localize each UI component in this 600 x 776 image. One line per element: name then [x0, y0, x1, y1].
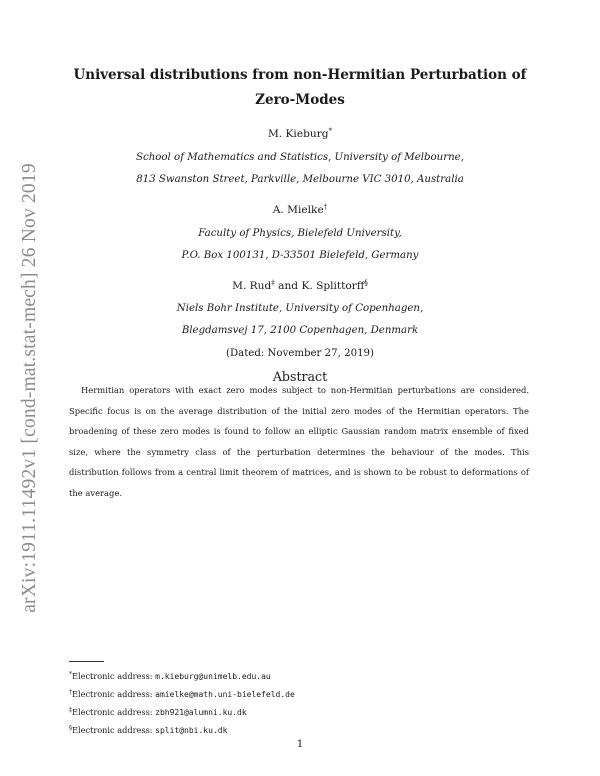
footnote-email-link[interactable]: m.kieburg@unimelb.edu.au	[155, 672, 271, 681]
page-number: 1	[296, 738, 304, 750]
affiliation-3-line-1: Niels Bohr Institute, University of Copenhagen,	[176, 303, 424, 314]
author-mielke	[0, 204, 600, 216]
title-line-1: Universal distributions from non-Hermitian Perturbation of	[73, 67, 527, 83]
arxiv-identifier: arXiv:1911.11492v1 [cond-mat.stat-mech] 26 Nov 2019	[19, 163, 40, 613]
affiliation-2-line-2: P.O. Box 100131, D-33501 Bielefeld, Germany	[181, 250, 419, 261]
dated-line: (Dated: November 27, 2019)	[225, 348, 375, 359]
abstract-heading: Abstract	[272, 369, 328, 384]
affiliation-1-line-2: 813 Swanston Street, Parkville, Melbourne VIC 3010, Australia	[136, 174, 464, 185]
footnote-mark: ‡	[69, 707, 72, 715]
affiliation-1-line-1: School of Mathematics and Statistics, University of Melbourne,	[136, 152, 464, 163]
author-conjunction: and	[278, 280, 299, 292]
author-footnote-mark: ‡	[271, 279, 275, 287]
author-name: K. Splittorff	[301, 280, 365, 292]
footnote-mark: †	[69, 689, 72, 697]
authors-rud-splittorff	[0, 280, 600, 292]
author-name: A. Mielke	[272, 204, 324, 216]
abstract	[69, 380, 529, 503]
footnote	[69, 703, 295, 721]
footnote-email-link[interactable]: zbh921@alumni.ku.dk	[155, 708, 247, 718]
footnote-mark: *	[69, 671, 72, 678]
footnote	[69, 685, 295, 703]
footnotes	[69, 667, 295, 739]
footnote	[69, 667, 295, 685]
author-footnote-mark: †	[323, 203, 328, 211]
footnote-label: Electronic address:	[72, 725, 156, 736]
author-name: M. Rud	[232, 280, 272, 292]
footnote-rule	[69, 661, 104, 662]
footnote-mark: §	[69, 725, 72, 733]
footnote	[69, 721, 295, 739]
author-footnote-mark: *	[328, 127, 333, 135]
affiliation-2-line-1: Faculty of Physics, Bielefeld University,	[198, 228, 402, 239]
title-line-2: Zero-Modes	[255, 92, 345, 108]
footnote-email-link[interactable]: amielke@math.uni-bielefeld.de	[155, 690, 295, 700]
author-footnote-mark: §	[364, 279, 368, 287]
footnote-email-link[interactable]: split@nbi.ku.dk	[155, 726, 228, 736]
abstract-text: Hermitian operators with exact zero modes subject to non-Hermitian perturbations are considered. Specific focus is on the average distribution of the initial zero modes of the Hermitian operators. The broadening of these zero modes is found to follow an elliptic Gaussian random matrix ensemble of fixed size, where the symmetry class of the perturbation determines the behaviour of the modes. This distribution follows from a central limit theorem of matrices, and is shown to be robust to deformations of the average.	[69, 385, 529, 498]
author-name: M. Kieburg	[267, 128, 329, 140]
footnote-label: Electronic address:	[72, 707, 156, 718]
paper-title	[0, 63, 600, 113]
footnote-label: Electronic address:	[72, 689, 156, 700]
footnote-label: Electronic address:	[72, 671, 156, 681]
author-kieburg	[0, 128, 600, 140]
affiliation-3-line-2: Blegdamsvej 17, 2100 Copenhagen, Denmark	[181, 325, 419, 336]
